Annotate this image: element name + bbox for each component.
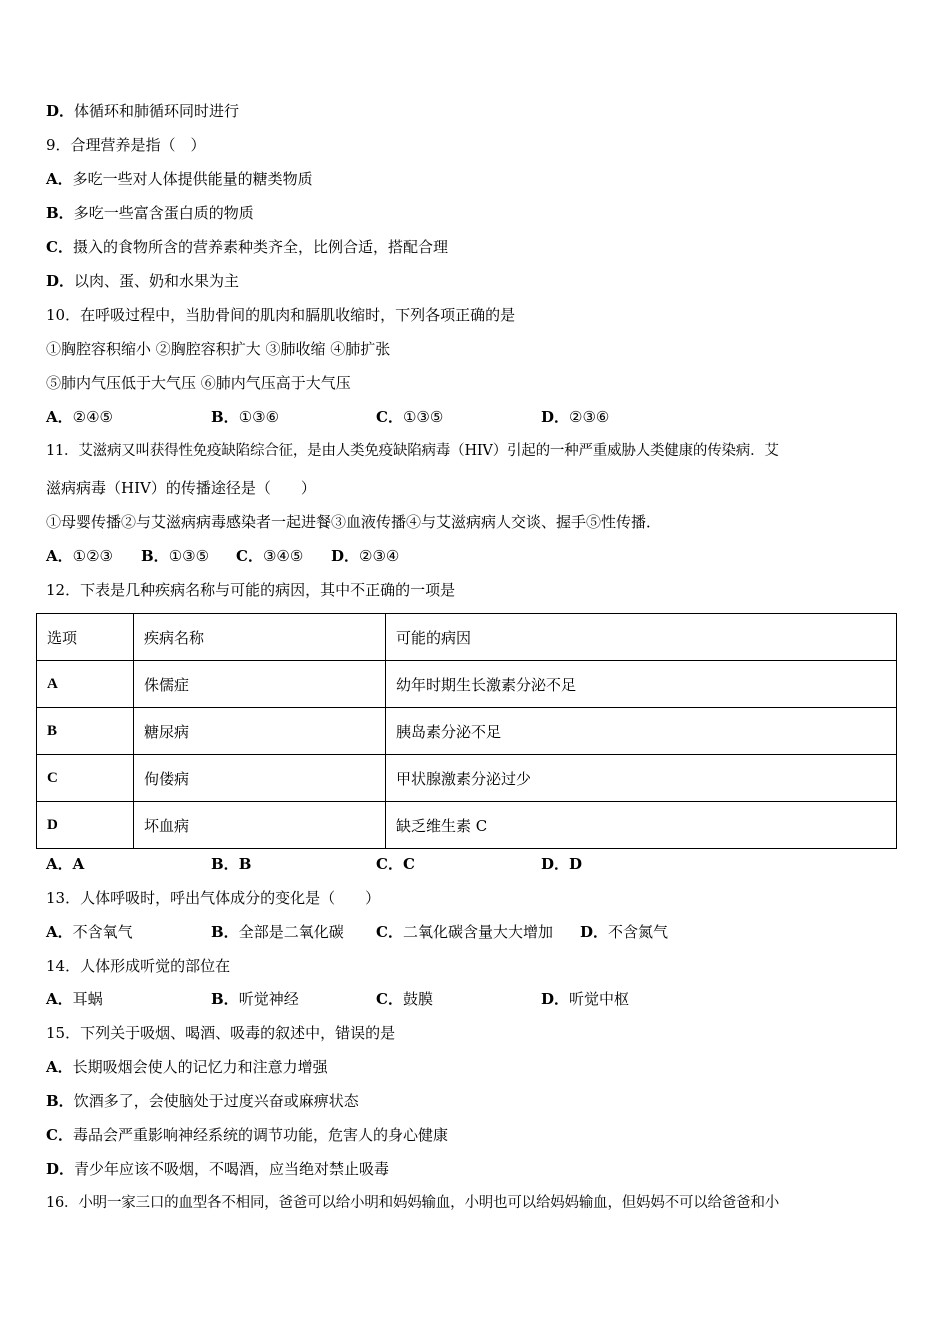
option-label: B． (46, 204, 74, 222)
question-12: 12．下表是几种疾病名称与可能的病因，其中不正确的一项是 (46, 581, 456, 599)
q10-option-b (211, 407, 279, 427)
q9-option-d (46, 271, 239, 291)
table-row (37, 661, 897, 708)
option-label: C． (376, 923, 403, 941)
option-text: ①②③ (72, 547, 113, 565)
table-cell: 甲状腺激素分泌过少 (386, 755, 897, 802)
option-label: C． (376, 855, 403, 873)
q12-options (46, 854, 906, 874)
table-header-cell: 可能的病因 (386, 614, 897, 661)
table-row (37, 802, 897, 849)
q13-options (46, 922, 906, 942)
q12-option-d (541, 854, 582, 874)
table-cell: 幼年时期生长激素分泌不足 (386, 661, 897, 708)
option-label: D． (46, 102, 75, 120)
q14-option-d (541, 989, 629, 1009)
q15-option-d (46, 1159, 389, 1179)
table-header-cell: 疾病名称 (134, 614, 386, 661)
option-text: ①③⑤ (402, 408, 444, 426)
table-cell: 侏儒症 (134, 661, 386, 708)
option-text: 二氧化碳含量大大增加 (402, 923, 553, 941)
option-label: A． (46, 408, 73, 426)
q10-option-a (46, 407, 113, 427)
option-label: A． (46, 855, 73, 873)
option-text: C (402, 855, 415, 873)
table-cell: C (37, 755, 134, 802)
option-label: B． (211, 990, 239, 1008)
table-cell: 缺乏维生素 C (386, 802, 897, 849)
option-label: D． (331, 547, 360, 565)
option-label: C． (376, 408, 403, 426)
q10-option-d (541, 407, 609, 427)
question-11-line-2: 滋病病毒（HIV）的传播途径是（ ） (46, 479, 316, 497)
option-label: A． (46, 170, 73, 188)
table-row (37, 708, 897, 755)
q10-options (46, 407, 906, 427)
option-text: 以肉、蛋、奶和水果为主 (74, 272, 240, 290)
q15-option-b (46, 1091, 359, 1111)
table-cell: B (37, 708, 134, 755)
question-16: 16．小明一家三口的血型各不相同，爸爸可以给小明和妈妈输血，小明也可以给妈妈输血，但妈妈不可以给爸爸和小 (46, 1195, 780, 1211)
table-cell: A (37, 661, 134, 708)
q14-option-a (46, 989, 103, 1009)
option-label: A． (46, 990, 73, 1008)
option-text: 饮酒多了，会使脑处于过度兴奋或麻痹状态 (73, 1092, 359, 1110)
option-text: 耳蜗 (72, 990, 103, 1008)
option-label: C． (46, 238, 73, 256)
q13-option-a (46, 922, 133, 942)
disease-table (36, 613, 897, 849)
option-text: ③④⑤ (262, 547, 304, 565)
option-label: C． (46, 1126, 73, 1144)
table-header-cell: 选项 (37, 614, 134, 661)
table-row (37, 755, 897, 802)
q14-option-c (376, 989, 433, 1009)
option-text: 全部是二氧化碳 (238, 923, 344, 941)
option-text: 鼓膜 (402, 990, 433, 1008)
q10-statements-1: ①胸腔容积缩小 ②胸腔容积扩大 ③肺收缩 ④肺扩张 (46, 340, 391, 358)
question-11-line-1: 11．艾滋病又叫获得性免疫缺陷综合征，是由人类免疫缺陷病毒（HIV）引起的一种严重威胁人类健康的传染病．艾 (46, 443, 779, 459)
option-label: B． (211, 855, 239, 873)
option-text: 体循环和肺循环同时进行 (74, 102, 240, 120)
q9-option-a (46, 169, 313, 189)
option-text: ①③⑤ (168, 547, 210, 565)
table-cell: 胰岛素分泌不足 (386, 708, 897, 755)
option-text: 听觉神经 (238, 990, 299, 1008)
question-9: 9．合理营养是指（ ） (46, 136, 206, 154)
table-cell: 佝偻病 (134, 755, 386, 802)
q13-option-b (211, 922, 344, 942)
option-text: ②④⑤ (72, 408, 113, 426)
option-text: B (238, 855, 252, 873)
option-text: ①③⑥ (238, 408, 280, 426)
option-text: 多吃一些富含蛋白质的物质 (73, 204, 254, 222)
option-text: 长期吸烟会使人的记忆力和注意力增强 (72, 1058, 328, 1076)
q11-option-d (331, 546, 399, 566)
option-text: 不含氮气 (608, 923, 669, 941)
option-label: A． (46, 923, 73, 941)
q10-option-c (376, 407, 443, 427)
table-cell: 糖尿病 (134, 708, 386, 755)
option-label: D． (541, 855, 570, 873)
q12-option-c (376, 854, 415, 874)
option-label: C． (376, 990, 403, 1008)
q11-statements: ①母婴传播②与艾滋病病毒感染者一起进餐③血液传播④与艾滋病病人交谈、握手⑤性传播． (46, 513, 662, 531)
question-14: 14．人体形成听觉的部位在 (46, 957, 231, 975)
option-label: D． (580, 923, 609, 941)
q8-option-d (46, 101, 239, 121)
option-text: 毒品会严重影响神经系统的调节功能，危害人的身心健康 (72, 1126, 448, 1144)
option-text: A (72, 855, 85, 873)
q9-option-b (46, 203, 254, 223)
option-text: 听觉中枢 (569, 990, 630, 1008)
q9-option-c (46, 237, 448, 257)
q13-option-d (580, 922, 668, 942)
option-text: ②③⑥ (569, 408, 610, 426)
q14-option-b (211, 989, 299, 1009)
option-label: C． (236, 547, 263, 565)
option-label: B． (211, 923, 239, 941)
option-label: A． (46, 1058, 73, 1076)
q11-option-c (236, 546, 303, 566)
option-text: D (569, 855, 583, 873)
option-label: D． (541, 408, 570, 426)
question-10: 10．在呼吸过程中，当肋骨间的肌肉和膈肌收缩时，下列各项正确的是 (46, 306, 516, 324)
question-13: 13．人体呼吸时，呼出气体成分的变化是（ ） (46, 889, 381, 907)
table-cell: 坏血病 (134, 802, 386, 849)
option-text: 不含氧气 (72, 923, 133, 941)
option-label: B． (46, 1092, 74, 1110)
q11-option-a (46, 546, 113, 566)
option-label: D． (46, 1160, 75, 1178)
option-label: D． (46, 272, 75, 290)
q11-option-b (141, 546, 209, 566)
q15-option-a (46, 1057, 328, 1077)
option-label: B． (211, 408, 239, 426)
q15-option-c (46, 1125, 448, 1145)
q12-option-b (211, 854, 251, 874)
question-15: 15．下列关于吸烟、喝酒、吸毒的叙述中，错误的是 (46, 1024, 396, 1042)
q12-option-a (46, 854, 84, 874)
q13-option-c (376, 922, 553, 942)
q11-options (46, 546, 546, 566)
option-label: B． (141, 547, 169, 565)
table-header-row (37, 614, 897, 661)
option-text: 摄入的食物所含的营养素种类齐全，比例合适，搭配合理 (72, 238, 448, 256)
option-label: A． (46, 547, 73, 565)
option-text: 多吃一些对人体提供能量的糖类物质 (72, 170, 313, 188)
table-cell: D (37, 802, 134, 849)
option-label: D． (541, 990, 570, 1008)
q14-options (46, 989, 906, 1009)
q10-statements-2: ⑤肺内气压低于大气压 ⑥肺内气压高于大气压 (46, 374, 351, 392)
option-text: 青少年应该不吸烟，不喝酒，应当绝对禁止吸毒 (74, 1160, 390, 1178)
option-text: ②③④ (359, 547, 400, 565)
